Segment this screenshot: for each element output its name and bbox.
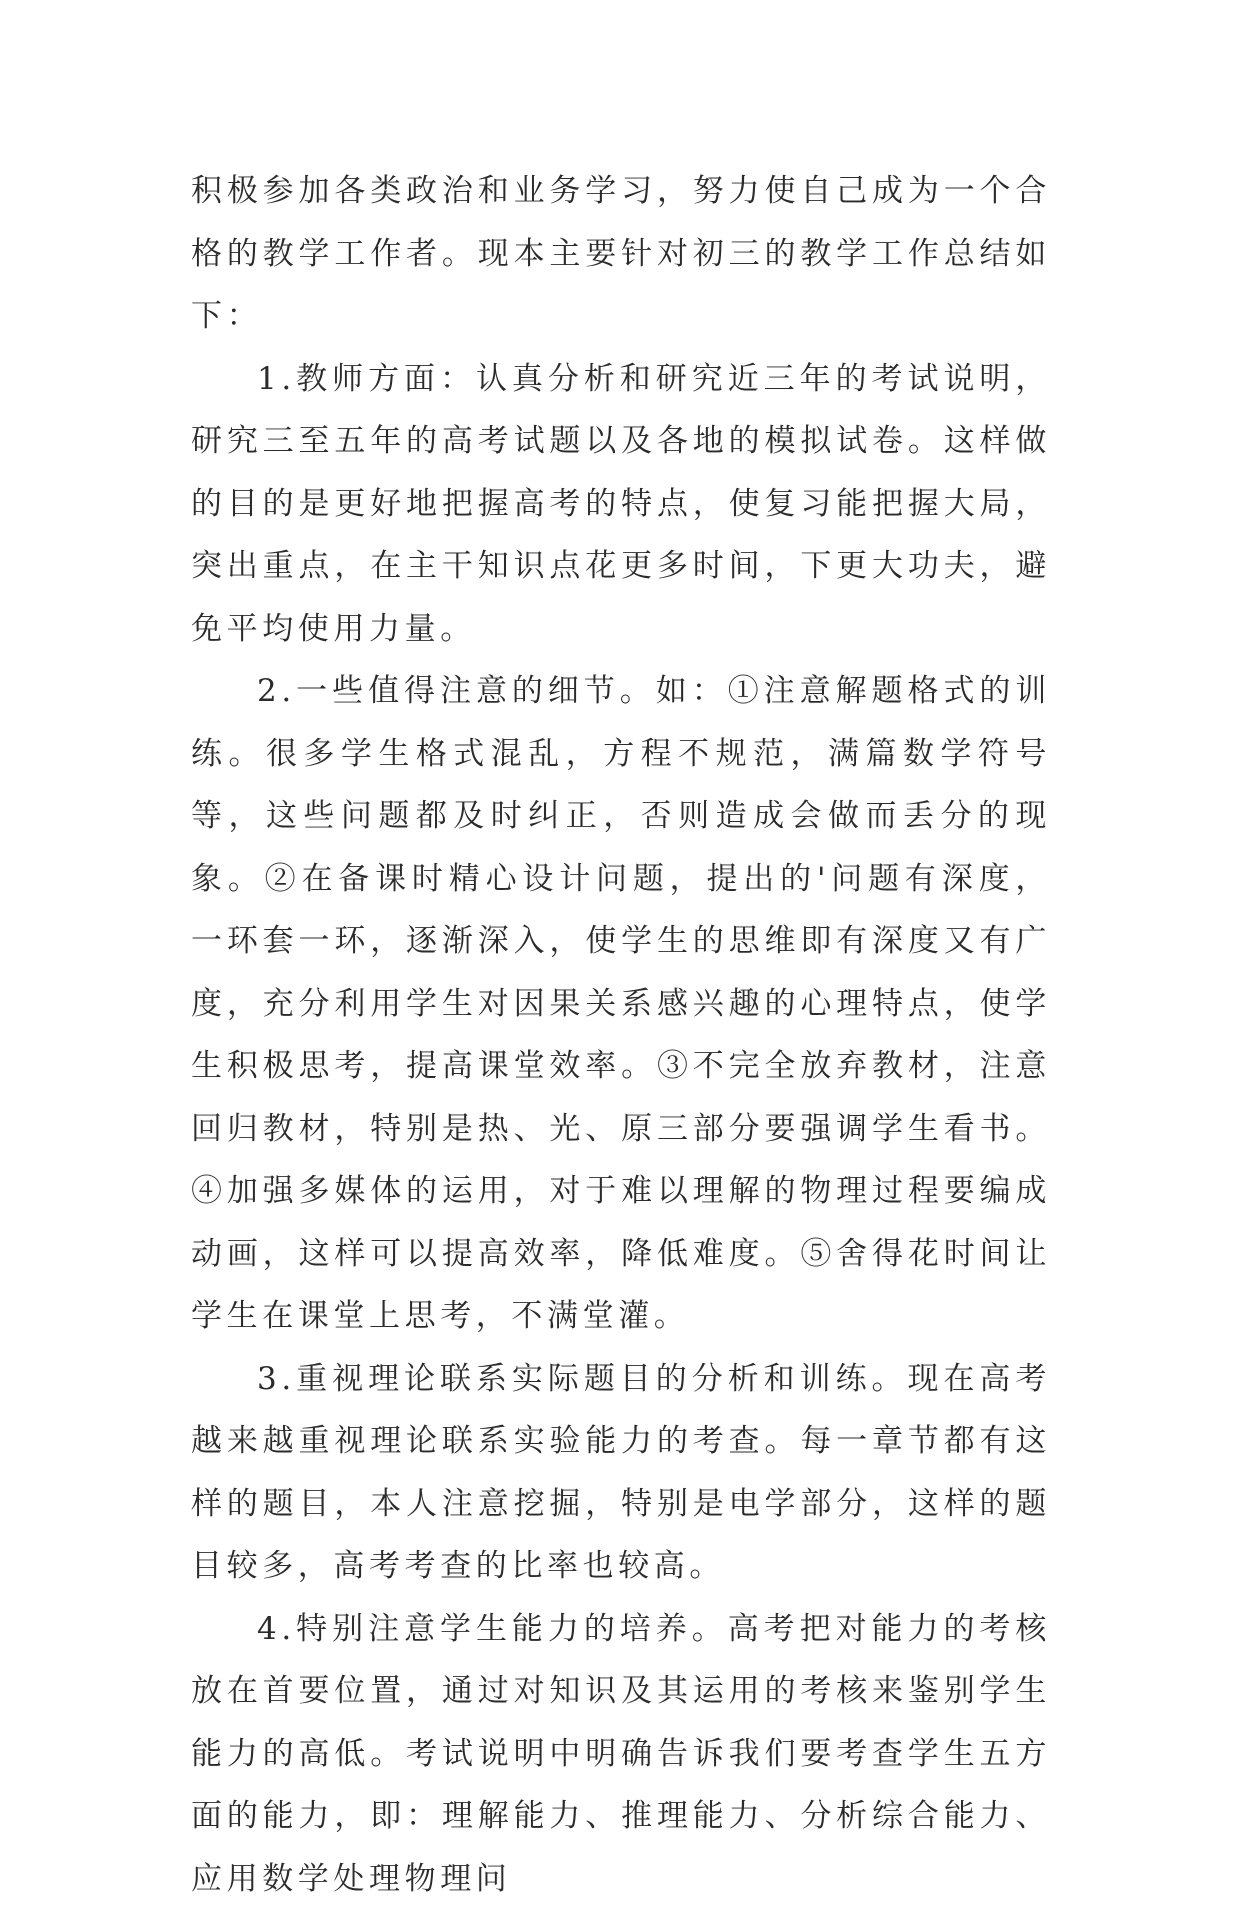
paragraph-ability-training: 4.特别注意学生能力的培养。高考把对能力的考核放在首要位置，通过对知识及其运用的考核来鉴别学生能力的高低。考试说明中明确告诉我们要考查学生五方面的能力，即：理解能力、推理能力、分析综合能力、应用数学处理物理问 <box>191 1598 1051 1910</box>
document-body <box>191 160 1051 1910</box>
paragraph-details: 2.一些值得注意的细节。如：①注意解题格式的训练。很多学生格式混乱，方程不规范，满篇数学符号等，这些问题都及时纠正，否则造成会做而丢分的现象。②在备课时精心设计问题，提出的'问题有深度，一环套一环，逐渐深入，使学生的思维即有深度又有广度，充分利用学生对因果关系感兴趣的心理特点，使学生积极思考，提高课堂效率。③不完全放弃教材，注意回归教材，特别是热、光、原三部分要强调学生看书。④加强多媒体的运用，对于难以理解的物理过程要编成动画，这样可以提高效率，降低难度。⑤舍得花时间让学生在课堂上思考，不满堂灌。 <box>191 660 1051 1348</box>
paragraph-intro: 积极参加各类政治和业务学习，努力使自己成为一个合格的教学工作者。现本主要针对初三的教学工作总结如下： <box>191 160 1051 348</box>
paragraph-theory-practice: 3.重视理论联系实际题目的分析和训练。现在高考越来越重视理论联系实验能力的考查。每一章节都有这样的题目，本人注意挖掘，特别是电学部分，这样的题目较多，高考考查的比率也较高。 <box>191 1348 1051 1598</box>
paragraph-teacher-aspect: 1.教师方面：认真分析和研究近三年的考试说明，研究三至五年的高考试题以及各地的模拟试卷。这样做的目的是更好地把握高考的特点，使复习能把握大局，突出重点，在主干知识点花更多时间，下更大功夫，避免平均使用力量。 <box>191 348 1051 661</box>
